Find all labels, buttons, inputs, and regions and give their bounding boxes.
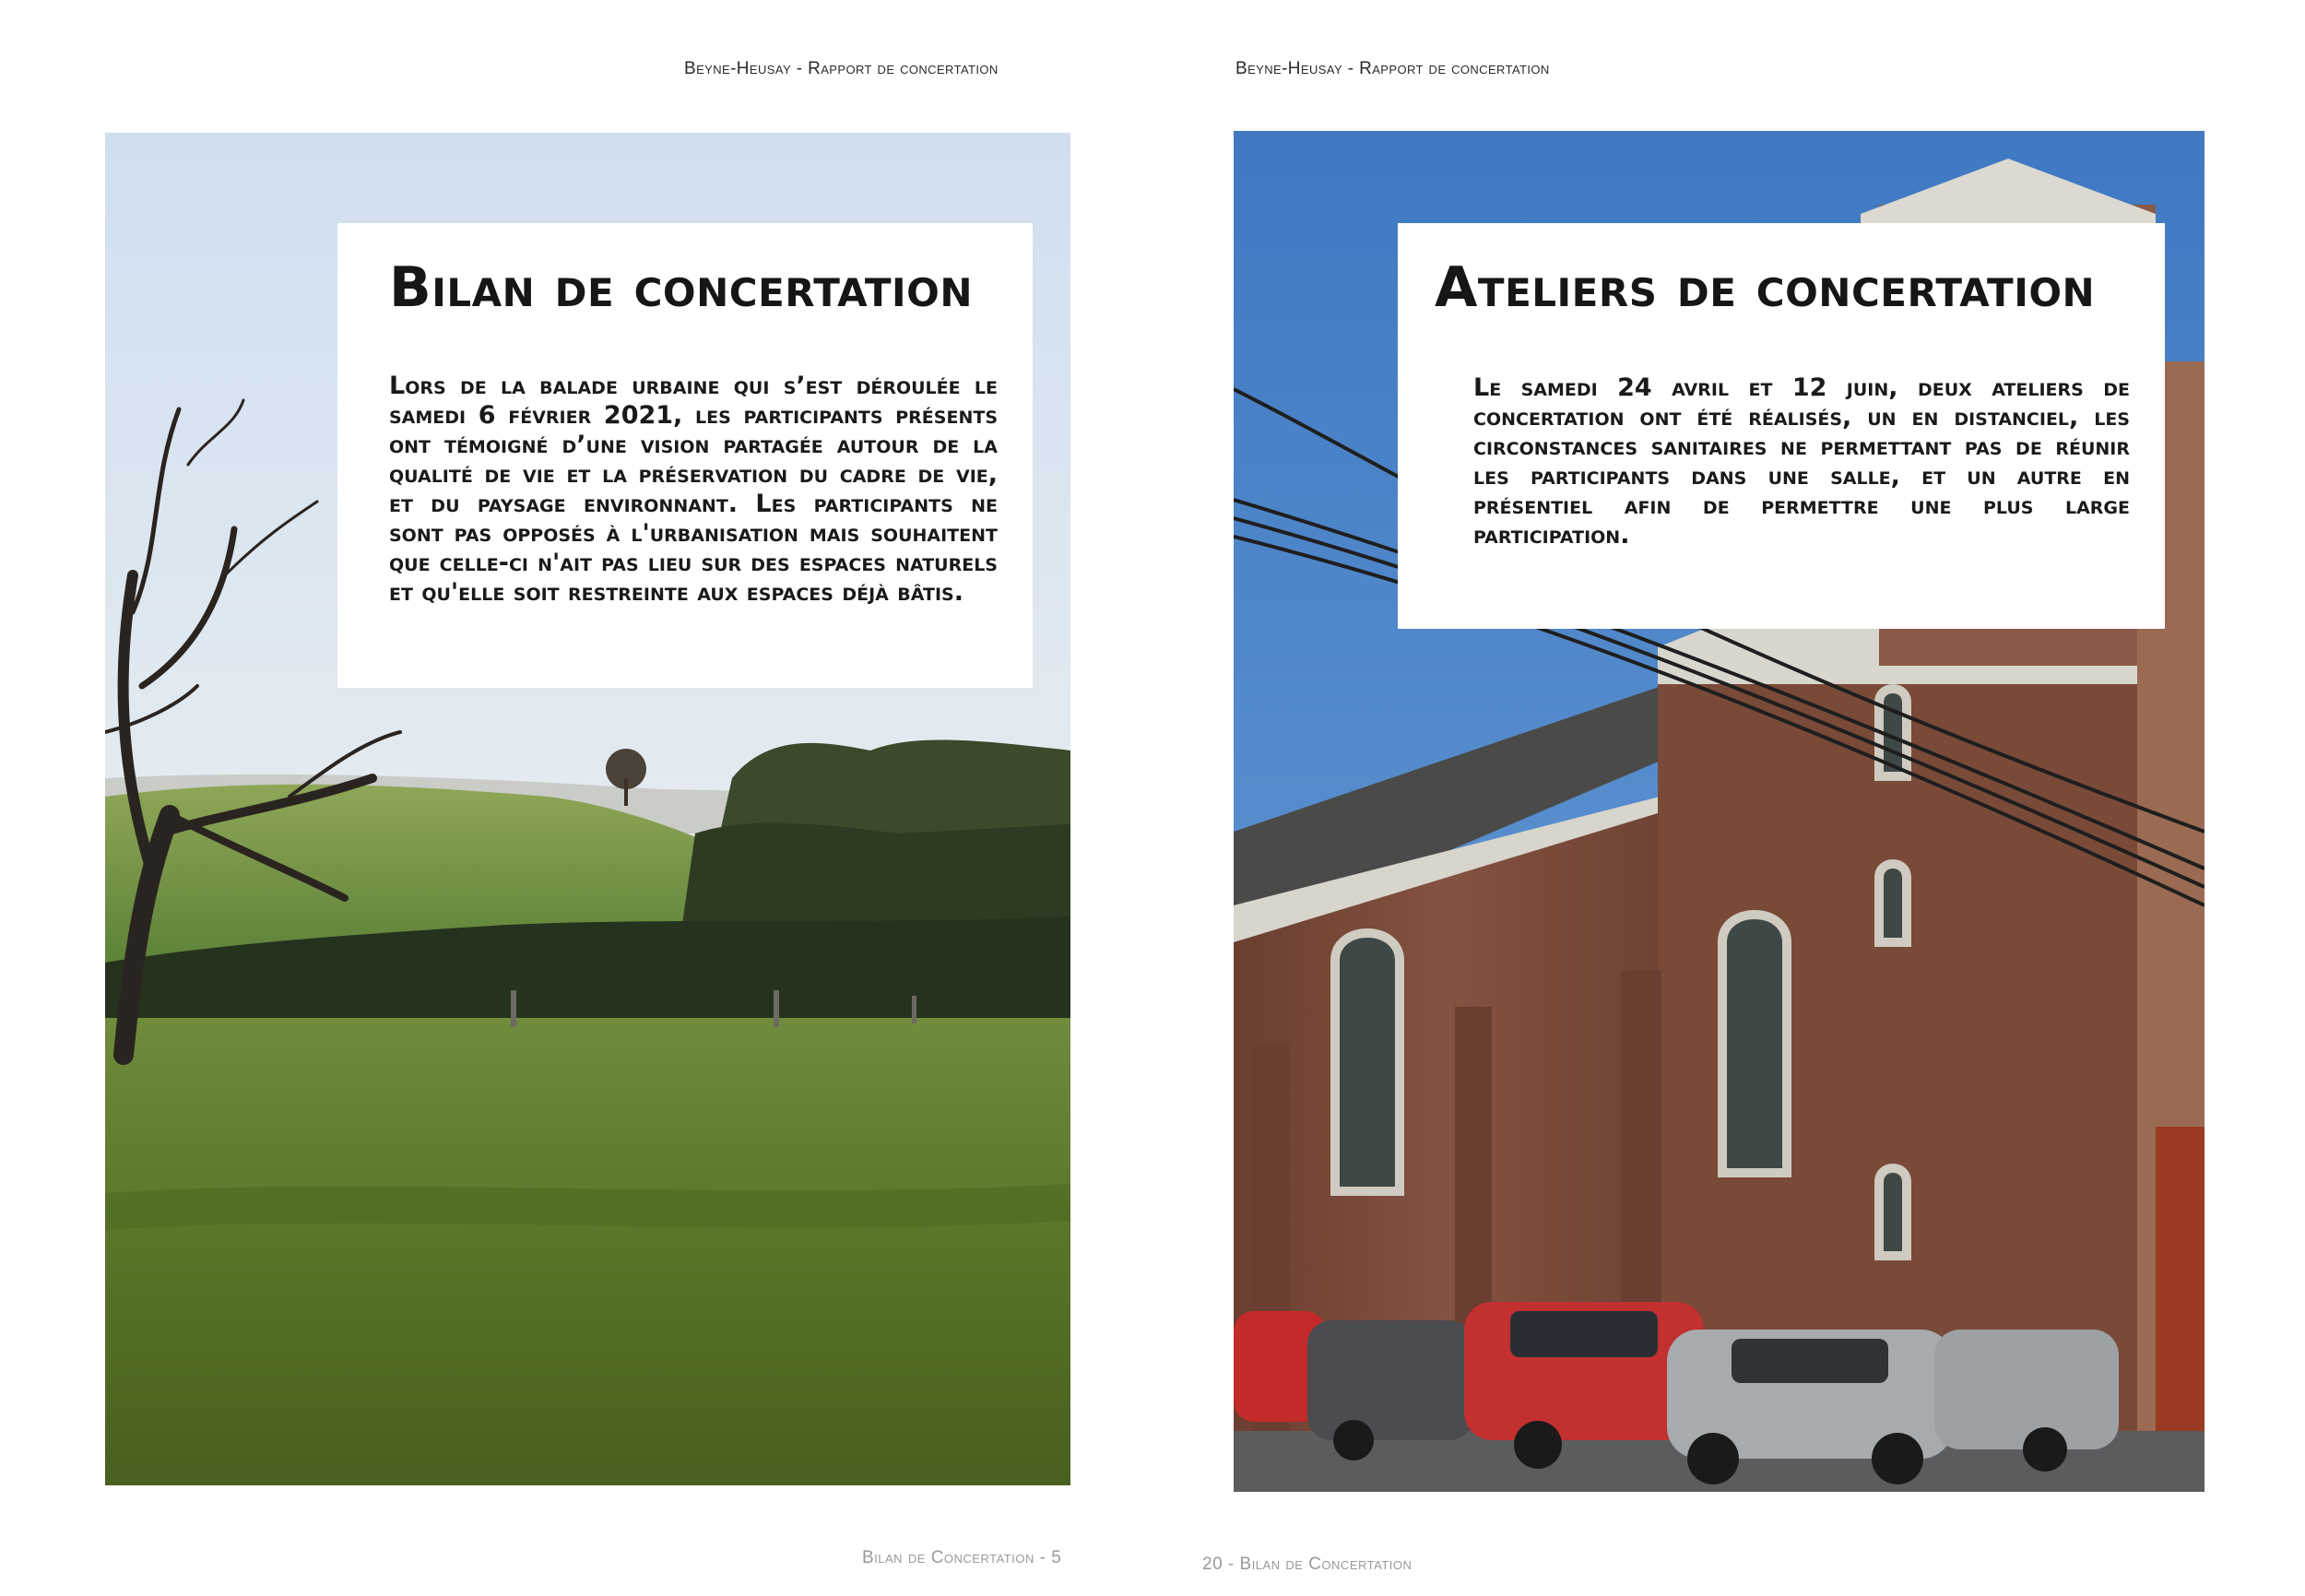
running-head: Beyne-Heusay - Rapport de concertation (1235, 59, 1550, 78)
page-title: Bilan de concertation (389, 255, 974, 320)
running-head: Beyne-Heusay - Rapport de concertation (684, 59, 999, 78)
right-page (1152, 0, 2305, 1596)
page-footer: 20 - Bilan de Concertation (1202, 1555, 1413, 1574)
ateliers-text-box (1398, 223, 2165, 629)
bilan-text-box (337, 223, 1033, 688)
page-footer: Bilan de Concertation - 5 (862, 1548, 1062, 1567)
body-text: Lors de la balade urbaine qui s’est déroulée le samedi 6 février 2021, les participants présents ont témoigné d’une vision partagée autour de la qualité de vie et la préservation du cadre de vie, et du paysage environnant. Les participants ne sont pas opposés à l'urbanisation mais souhaitent que celle-ci n'ait pas lieu sur des espaces naturels et qu'elle soit restreinte aux espaces déjà bâtis. (389, 372, 998, 607)
left-page (0, 0, 1152, 1596)
body-text: Le samedi 24 avril et 12 juin, deux ateliers de concertation ont été réalisés, un en distanciel, les circonstances sanitaires ne permettant pas de réunir les participants dans une salle, et un autre en présentiel afin de permettre une plus large participation. (1473, 373, 2130, 550)
page-title: Ateliers de concertation (1435, 255, 2096, 320)
